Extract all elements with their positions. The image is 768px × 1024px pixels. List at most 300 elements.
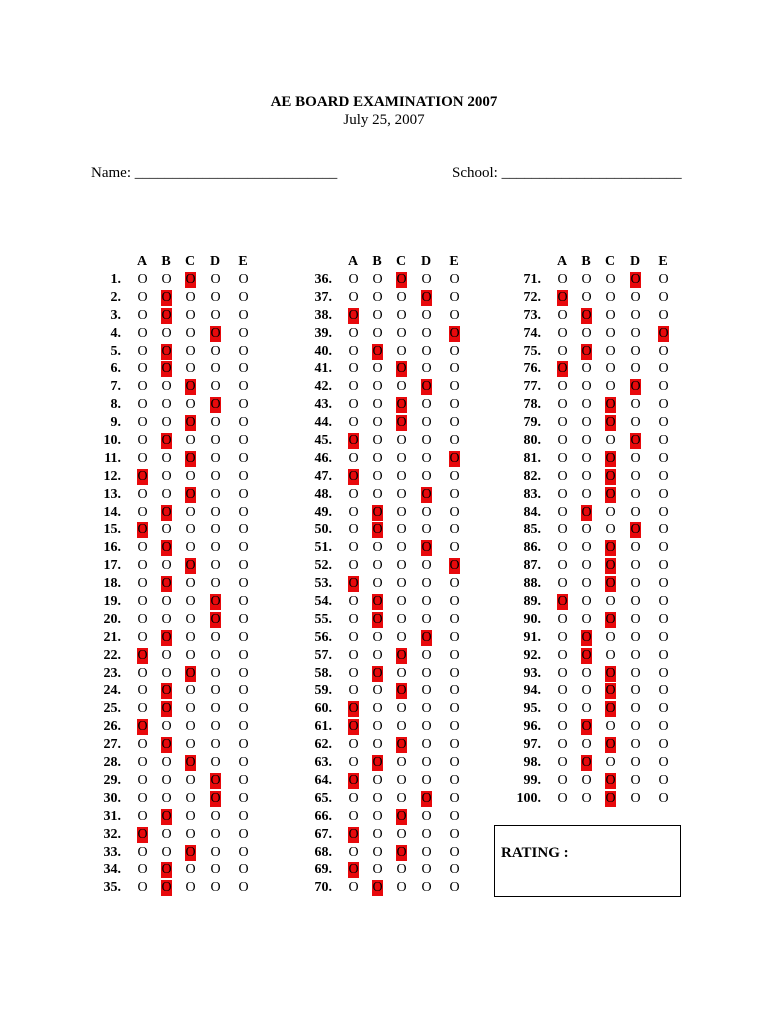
bubble-a[interactable]: O bbox=[348, 594, 359, 610]
bubble-a[interactable]: O bbox=[137, 629, 148, 645]
bubble-d[interactable]: O bbox=[630, 594, 641, 610]
bubble-e[interactable]: O bbox=[238, 343, 249, 359]
bubble-b-selected[interactable]: O bbox=[161, 862, 172, 878]
bubble-e[interactable]: O bbox=[449, 665, 460, 681]
bubble-a-selected[interactable]: O bbox=[557, 594, 568, 610]
bubble-d[interactable]: O bbox=[421, 808, 432, 824]
bubble-d[interactable]: O bbox=[421, 844, 432, 860]
bubble-b[interactable]: O bbox=[161, 719, 172, 735]
bubble-a[interactable]: O bbox=[137, 450, 148, 466]
bubble-d[interactable]: O bbox=[421, 450, 432, 466]
bubble-c-selected[interactable]: O bbox=[605, 576, 616, 592]
bubble-e[interactable]: O bbox=[449, 808, 460, 824]
bubble-a[interactable]: O bbox=[557, 790, 568, 806]
bubble-d[interactable]: O bbox=[421, 594, 432, 610]
bubble-d[interactable]: O bbox=[630, 755, 641, 771]
bubble-e-selected[interactable]: O bbox=[449, 325, 460, 341]
bubble-e-selected[interactable]: O bbox=[449, 558, 460, 574]
bubble-a-selected[interactable]: O bbox=[137, 522, 148, 538]
bubble-c-selected[interactable]: O bbox=[185, 558, 196, 574]
bubble-d[interactable]: O bbox=[210, 504, 221, 520]
bubble-b[interactable]: O bbox=[372, 844, 383, 860]
bubble-a[interactable]: O bbox=[557, 522, 568, 538]
bubble-a[interactable]: O bbox=[557, 325, 568, 341]
bubble-c[interactable]: O bbox=[605, 755, 616, 771]
bubble-e[interactable]: O bbox=[449, 468, 460, 484]
bubble-e[interactable]: O bbox=[449, 719, 460, 735]
bubble-a[interactable]: O bbox=[557, 397, 568, 413]
bubble-a[interactable]: O bbox=[137, 272, 148, 287]
bubble-a[interactable]: O bbox=[557, 611, 568, 627]
bubble-a[interactable]: O bbox=[557, 343, 568, 359]
bubble-e[interactable]: O bbox=[238, 450, 249, 466]
bubble-e[interactable]: O bbox=[449, 683, 460, 699]
bubble-d[interactable]: O bbox=[210, 808, 221, 824]
bubble-e[interactable]: O bbox=[658, 307, 669, 323]
bubble-a[interactable]: O bbox=[348, 647, 359, 663]
name-field[interactable]: Name: ___________________________ bbox=[91, 165, 338, 181]
bubble-a[interactable]: O bbox=[137, 844, 148, 860]
bubble-d[interactable]: O bbox=[210, 862, 221, 878]
bubble-c-selected[interactable]: O bbox=[185, 486, 196, 502]
bubble-d[interactable]: O bbox=[630, 289, 641, 305]
bubble-e[interactable]: O bbox=[449, 379, 460, 395]
bubble-e[interactable]: O bbox=[238, 468, 249, 484]
bubble-a[interactable]: O bbox=[348, 522, 359, 538]
bubble-b[interactable]: O bbox=[581, 683, 592, 699]
bubble-c[interactable]: O bbox=[396, 289, 407, 305]
bubble-e[interactable]: O bbox=[658, 737, 669, 753]
bubble-e[interactable]: O bbox=[238, 272, 249, 287]
bubble-c-selected[interactable]: O bbox=[185, 665, 196, 681]
bubble-d[interactable]: O bbox=[210, 361, 221, 377]
bubble-b-selected[interactable]: O bbox=[161, 576, 172, 592]
bubble-a[interactable]: O bbox=[137, 504, 148, 520]
bubble-c[interactable]: O bbox=[185, 719, 196, 735]
bubble-a-selected[interactable]: O bbox=[348, 772, 359, 788]
bubble-b[interactable]: O bbox=[581, 772, 592, 788]
bubble-e[interactable]: O bbox=[658, 433, 669, 449]
bubble-b-selected[interactable]: O bbox=[372, 594, 383, 610]
bubble-b[interactable]: O bbox=[161, 272, 172, 287]
bubble-d[interactable]: O bbox=[630, 343, 641, 359]
bubble-c-selected[interactable]: O bbox=[605, 665, 616, 681]
bubble-b[interactable]: O bbox=[161, 790, 172, 806]
bubble-a[interactable]: O bbox=[348, 629, 359, 645]
bubble-c[interactable]: O bbox=[396, 629, 407, 645]
bubble-b[interactable]: O bbox=[372, 272, 383, 287]
bubble-c-selected[interactable]: O bbox=[185, 844, 196, 860]
bubble-e[interactable]: O bbox=[658, 486, 669, 502]
bubble-b-selected[interactable]: O bbox=[161, 540, 172, 556]
bubble-b-selected[interactable]: O bbox=[161, 343, 172, 359]
bubble-b[interactable]: O bbox=[161, 772, 172, 788]
bubble-d[interactable]: O bbox=[210, 844, 221, 860]
bubble-e[interactable]: O bbox=[238, 737, 249, 753]
bubble-d[interactable]: O bbox=[630, 576, 641, 592]
bubble-c-selected[interactable]: O bbox=[605, 486, 616, 502]
bubble-c-selected[interactable]: O bbox=[185, 415, 196, 431]
bubble-d[interactable]: O bbox=[210, 719, 221, 735]
bubble-b[interactable]: O bbox=[581, 468, 592, 484]
bubble-b-selected[interactable]: O bbox=[372, 343, 383, 359]
bubble-c[interactable]: O bbox=[396, 594, 407, 610]
bubble-c-selected[interactable]: O bbox=[396, 647, 407, 663]
bubble-a[interactable]: O bbox=[557, 665, 568, 681]
bubble-a-selected[interactable]: O bbox=[348, 433, 359, 449]
bubble-a[interactable]: O bbox=[137, 379, 148, 395]
bubble-b[interactable]: O bbox=[372, 576, 383, 592]
bubble-e[interactable]: O bbox=[658, 719, 669, 735]
bubble-d[interactable]: O bbox=[421, 343, 432, 359]
bubble-c-selected[interactable]: O bbox=[185, 272, 196, 287]
bubble-b[interactable]: O bbox=[372, 862, 383, 878]
bubble-d[interactable]: O bbox=[421, 719, 432, 735]
bubble-e[interactable]: O bbox=[238, 629, 249, 645]
bubble-c[interactable]: O bbox=[396, 772, 407, 788]
bubble-e[interactable]: O bbox=[238, 486, 249, 502]
bubble-b[interactable]: O bbox=[161, 665, 172, 681]
bubble-e[interactable]: O bbox=[658, 343, 669, 359]
bubble-b[interactable]: O bbox=[372, 629, 383, 645]
bubble-e[interactable]: O bbox=[449, 307, 460, 323]
bubble-d[interactable]: O bbox=[421, 361, 432, 377]
bubble-d[interactable]: O bbox=[421, 665, 432, 681]
bubble-e[interactable]: O bbox=[238, 880, 249, 896]
bubble-c-selected[interactable]: O bbox=[396, 397, 407, 413]
bubble-c-selected[interactable]: O bbox=[396, 683, 407, 699]
bubble-d[interactable]: O bbox=[421, 701, 432, 717]
bubble-d[interactable]: O bbox=[210, 522, 221, 538]
bubble-c[interactable]: O bbox=[396, 522, 407, 538]
bubble-a[interactable]: O bbox=[348, 289, 359, 305]
bubble-e[interactable]: O bbox=[658, 361, 669, 377]
bubble-b-selected[interactable]: O bbox=[372, 611, 383, 627]
bubble-b-selected[interactable]: O bbox=[372, 504, 383, 520]
bubble-d[interactable]: O bbox=[210, 433, 221, 449]
bubble-a[interactable]: O bbox=[348, 808, 359, 824]
bubble-b-selected[interactable]: O bbox=[161, 808, 172, 824]
bubble-c[interactable]: O bbox=[185, 325, 196, 341]
bubble-a[interactable]: O bbox=[137, 325, 148, 341]
bubble-e[interactable]: O bbox=[238, 808, 249, 824]
bubble-a[interactable]: O bbox=[137, 594, 148, 610]
bubble-d[interactable]: O bbox=[421, 272, 432, 287]
bubble-d-selected[interactable]: O bbox=[210, 325, 221, 341]
bubble-d[interactable]: O bbox=[630, 397, 641, 413]
bubble-a[interactable]: O bbox=[557, 486, 568, 502]
bubble-e[interactable]: O bbox=[658, 683, 669, 699]
bubble-c[interactable]: O bbox=[605, 272, 616, 287]
bubble-c[interactable]: O bbox=[396, 540, 407, 556]
bubble-b[interactable]: O bbox=[161, 647, 172, 663]
bubble-b[interactable]: O bbox=[581, 450, 592, 466]
bubble-c[interactable]: O bbox=[396, 558, 407, 574]
bubble-a-selected[interactable]: O bbox=[137, 468, 148, 484]
bubble-b[interactable]: O bbox=[372, 379, 383, 395]
bubble-d[interactable]: O bbox=[421, 307, 432, 323]
bubble-b[interactable]: O bbox=[581, 576, 592, 592]
bubble-b-selected[interactable]: O bbox=[581, 719, 592, 735]
bubble-a[interactable]: O bbox=[137, 307, 148, 323]
bubble-a[interactable]: O bbox=[557, 433, 568, 449]
bubble-d[interactable]: O bbox=[421, 468, 432, 484]
bubble-c[interactable]: O bbox=[396, 379, 407, 395]
bubble-b[interactable]: O bbox=[161, 755, 172, 771]
bubble-c-selected[interactable]: O bbox=[396, 737, 407, 753]
bubble-d[interactable]: O bbox=[210, 540, 221, 556]
bubble-b[interactable]: O bbox=[581, 611, 592, 627]
bubble-a[interactable]: O bbox=[348, 450, 359, 466]
bubble-c[interactable]: O bbox=[185, 647, 196, 663]
bubble-b[interactable]: O bbox=[581, 540, 592, 556]
bubble-d[interactable]: O bbox=[421, 611, 432, 627]
bubble-b[interactable]: O bbox=[581, 433, 592, 449]
bubble-e[interactable]: O bbox=[449, 522, 460, 538]
bubble-c[interactable]: O bbox=[605, 289, 616, 305]
bubble-d[interactable]: O bbox=[421, 522, 432, 538]
bubble-e[interactable]: O bbox=[449, 826, 460, 842]
bubble-e[interactable]: O bbox=[449, 880, 460, 896]
bubble-e[interactable]: O bbox=[449, 272, 460, 287]
bubble-b[interactable]: O bbox=[581, 272, 592, 287]
bubble-d-selected[interactable]: O bbox=[210, 397, 221, 413]
bubble-a-selected[interactable]: O bbox=[137, 647, 148, 663]
bubble-b[interactable]: O bbox=[372, 719, 383, 735]
bubble-e[interactable]: O bbox=[449, 415, 460, 431]
bubble-c-selected[interactable]: O bbox=[185, 450, 196, 466]
bubble-c[interactable]: O bbox=[185, 594, 196, 610]
bubble-d[interactable]: O bbox=[421, 397, 432, 413]
bubble-c[interactable]: O bbox=[396, 826, 407, 842]
bubble-b-selected[interactable]: O bbox=[161, 880, 172, 896]
bubble-a[interactable]: O bbox=[348, 325, 359, 341]
bubble-b[interactable]: O bbox=[581, 790, 592, 806]
bubble-a[interactable]: O bbox=[348, 880, 359, 896]
bubble-e[interactable]: O bbox=[449, 343, 460, 359]
bubble-a[interactable]: O bbox=[137, 576, 148, 592]
bubble-c[interactable]: O bbox=[605, 629, 616, 645]
bubble-a-selected[interactable]: O bbox=[348, 576, 359, 592]
bubble-b-selected[interactable]: O bbox=[372, 522, 383, 538]
bubble-b[interactable]: O bbox=[372, 289, 383, 305]
bubble-d-selected[interactable]: O bbox=[210, 772, 221, 788]
bubble-d[interactable]: O bbox=[421, 576, 432, 592]
bubble-a[interactable]: O bbox=[348, 379, 359, 395]
bubble-a[interactable]: O bbox=[137, 880, 148, 896]
bubble-c[interactable]: O bbox=[605, 307, 616, 323]
bubble-d[interactable]: O bbox=[421, 683, 432, 699]
bubble-c[interactable]: O bbox=[605, 522, 616, 538]
bubble-b[interactable]: O bbox=[161, 826, 172, 842]
bubble-b[interactable]: O bbox=[161, 397, 172, 413]
bubble-a[interactable]: O bbox=[557, 772, 568, 788]
bubble-a[interactable]: O bbox=[557, 755, 568, 771]
bubble-b-selected[interactable]: O bbox=[581, 343, 592, 359]
bubble-a[interactable]: O bbox=[137, 558, 148, 574]
bubble-c[interactable]: O bbox=[605, 647, 616, 663]
bubble-a[interactable]: O bbox=[348, 343, 359, 359]
bubble-e[interactable]: O bbox=[238, 611, 249, 627]
bubble-a[interactable]: O bbox=[137, 790, 148, 806]
school-field[interactable]: School: ________________________ bbox=[452, 165, 682, 181]
bubble-a-selected[interactable]: O bbox=[557, 289, 568, 305]
bubble-c[interactable]: O bbox=[185, 611, 196, 627]
bubble-e[interactable]: O bbox=[449, 629, 460, 645]
bubble-e[interactable]: O bbox=[658, 755, 669, 771]
bubble-e[interactable]: O bbox=[449, 844, 460, 860]
bubble-d[interactable]: O bbox=[210, 289, 221, 305]
bubble-b[interactable]: O bbox=[372, 433, 383, 449]
bubble-d[interactable]: O bbox=[210, 450, 221, 466]
bubble-c[interactable]: O bbox=[185, 701, 196, 717]
bubble-e[interactable]: O bbox=[658, 611, 669, 627]
bubble-b-selected[interactable]: O bbox=[161, 361, 172, 377]
bubble-b-selected[interactable]: O bbox=[581, 629, 592, 645]
bubble-b-selected[interactable]: O bbox=[161, 629, 172, 645]
bubble-a[interactable]: O bbox=[348, 790, 359, 806]
bubble-b-selected[interactable]: O bbox=[161, 683, 172, 699]
bubble-e[interactable]: O bbox=[658, 540, 669, 556]
bubble-c[interactable]: O bbox=[396, 880, 407, 896]
bubble-a-selected[interactable]: O bbox=[348, 862, 359, 878]
bubble-e[interactable]: O bbox=[658, 558, 669, 574]
bubble-d[interactable]: O bbox=[421, 880, 432, 896]
bubble-d[interactable]: O bbox=[210, 415, 221, 431]
bubble-d[interactable]: O bbox=[421, 415, 432, 431]
bubble-e[interactable]: O bbox=[238, 647, 249, 663]
bubble-e[interactable]: O bbox=[238, 307, 249, 323]
bubble-c[interactable]: O bbox=[185, 504, 196, 520]
bubble-e[interactable]: O bbox=[238, 558, 249, 574]
bubble-a[interactable]: O bbox=[348, 540, 359, 556]
bubble-b[interactable]: O bbox=[581, 665, 592, 681]
bubble-d[interactable]: O bbox=[210, 683, 221, 699]
bubble-d[interactable]: O bbox=[210, 826, 221, 842]
bubble-b[interactable]: O bbox=[161, 522, 172, 538]
bubble-c[interactable]: O bbox=[605, 361, 616, 377]
bubble-c-selected[interactable]: O bbox=[396, 415, 407, 431]
bubble-b[interactable]: O bbox=[372, 307, 383, 323]
bubble-e[interactable]: O bbox=[238, 826, 249, 842]
bubble-e[interactable]: O bbox=[238, 683, 249, 699]
bubble-c-selected[interactable]: O bbox=[605, 468, 616, 484]
bubble-d[interactable]: O bbox=[630, 450, 641, 466]
bubble-d-selected[interactable]: O bbox=[210, 594, 221, 610]
bubble-e[interactable]: O bbox=[238, 665, 249, 681]
bubble-a[interactable]: O bbox=[137, 611, 148, 627]
bubble-c[interactable]: O bbox=[185, 307, 196, 323]
bubble-a[interactable]: O bbox=[137, 415, 148, 431]
bubble-c[interactable]: O bbox=[185, 576, 196, 592]
bubble-c[interactable]: O bbox=[185, 522, 196, 538]
bubble-a[interactable]: O bbox=[557, 737, 568, 753]
bubble-b[interactable]: O bbox=[161, 325, 172, 341]
bubble-a[interactable]: O bbox=[557, 468, 568, 484]
bubble-c[interactable]: O bbox=[605, 719, 616, 735]
bubble-e[interactable]: O bbox=[658, 629, 669, 645]
bubble-c[interactable]: O bbox=[605, 343, 616, 359]
bubble-a[interactable]: O bbox=[557, 629, 568, 645]
bubble-d[interactable]: O bbox=[210, 665, 221, 681]
bubble-c-selected[interactable]: O bbox=[605, 683, 616, 699]
bubble-e[interactable]: O bbox=[238, 862, 249, 878]
bubble-a[interactable]: O bbox=[137, 486, 148, 502]
bubble-c-selected[interactable]: O bbox=[605, 737, 616, 753]
bubble-a[interactable]: O bbox=[137, 665, 148, 681]
bubble-d[interactable]: O bbox=[210, 343, 221, 359]
bubble-e[interactable]: O bbox=[238, 325, 249, 341]
bubble-d-selected[interactable]: O bbox=[210, 611, 221, 627]
bubble-c-selected[interactable]: O bbox=[605, 611, 616, 627]
bubble-e[interactable]: O bbox=[449, 755, 460, 771]
bubble-c[interactable]: O bbox=[185, 289, 196, 305]
bubble-c[interactable]: O bbox=[396, 665, 407, 681]
bubble-c[interactable]: O bbox=[185, 397, 196, 413]
bubble-c-selected[interactable]: O bbox=[605, 450, 616, 466]
bubble-b-selected[interactable]: O bbox=[161, 433, 172, 449]
bubble-b-selected[interactable]: O bbox=[372, 880, 383, 896]
bubble-e-selected[interactable]: O bbox=[658, 325, 669, 341]
bubble-e[interactable]: O bbox=[238, 755, 249, 771]
bubble-c[interactable]: O bbox=[396, 468, 407, 484]
bubble-a[interactable]: O bbox=[348, 558, 359, 574]
bubble-c-selected[interactable]: O bbox=[396, 808, 407, 824]
bubble-a[interactable]: O bbox=[137, 737, 148, 753]
bubble-c[interactable]: O bbox=[396, 719, 407, 735]
bubble-b[interactable]: O bbox=[161, 611, 172, 627]
bubble-b[interactable]: O bbox=[581, 379, 592, 395]
bubble-c-selected[interactable]: O bbox=[605, 540, 616, 556]
bubble-b[interactable]: O bbox=[581, 522, 592, 538]
bubble-e[interactable]: O bbox=[449, 361, 460, 377]
bubble-e[interactable]: O bbox=[449, 611, 460, 627]
bubble-b[interactable]: O bbox=[581, 289, 592, 305]
bubble-a[interactable]: O bbox=[137, 701, 148, 717]
bubble-d[interactable]: O bbox=[630, 540, 641, 556]
bubble-c[interactable]: O bbox=[605, 433, 616, 449]
bubble-e[interactable]: O bbox=[658, 415, 669, 431]
bubble-b[interactable]: O bbox=[372, 701, 383, 717]
bubble-a[interactable]: O bbox=[557, 415, 568, 431]
bubble-c-selected[interactable]: O bbox=[605, 701, 616, 717]
bubble-c[interactable]: O bbox=[396, 343, 407, 359]
bubble-a[interactable]: O bbox=[137, 683, 148, 699]
bubble-b[interactable]: O bbox=[372, 683, 383, 699]
bubble-d[interactable]: O bbox=[210, 737, 221, 753]
bubble-a[interactable]: O bbox=[348, 844, 359, 860]
bubble-b[interactable]: O bbox=[581, 361, 592, 377]
bubble-e[interactable]: O bbox=[238, 719, 249, 735]
bubble-d-selected[interactable]: O bbox=[630, 379, 641, 395]
bubble-a[interactable]: O bbox=[137, 289, 148, 305]
bubble-e[interactable]: O bbox=[238, 576, 249, 592]
bubble-e[interactable]: O bbox=[658, 397, 669, 413]
bubble-c[interactable]: O bbox=[185, 826, 196, 842]
bubble-b[interactable]: O bbox=[372, 450, 383, 466]
bubble-e[interactable]: O bbox=[238, 772, 249, 788]
bubble-a[interactable]: O bbox=[348, 737, 359, 753]
bubble-e[interactable]: O bbox=[449, 701, 460, 717]
bubble-b[interactable]: O bbox=[161, 379, 172, 395]
bubble-b[interactable]: O bbox=[161, 558, 172, 574]
bubble-d[interactable]: O bbox=[630, 558, 641, 574]
bubble-c[interactable]: O bbox=[605, 504, 616, 520]
bubble-d[interactable]: O bbox=[630, 486, 641, 502]
bubble-c[interactable]: O bbox=[396, 433, 407, 449]
bubble-a[interactable]: O bbox=[137, 540, 148, 556]
bubble-e[interactable]: O bbox=[238, 397, 249, 413]
